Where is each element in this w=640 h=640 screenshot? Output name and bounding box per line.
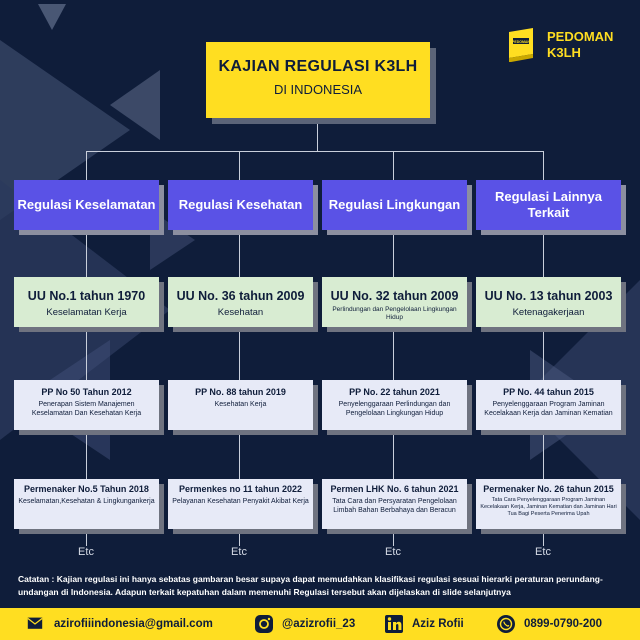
- brand-line-1: PEDOMAN: [547, 29, 614, 44]
- law-box-kesehatan: [168, 277, 313, 327]
- book-label: PEDOMAN: [512, 40, 530, 44]
- category-box-keselamatan: Regulasi Keselamatan: [14, 180, 159, 230]
- permen-title: Permenaker No.5 Tahun 2018: [24, 484, 149, 494]
- pp-subtitle: Penyelenggaraan Program Jaminan Kecelakaan Kerja dan Jaminan Kematian: [484, 401, 613, 417]
- law-box-keselamatan: [14, 277, 159, 327]
- instagram-text: @azizrofii_23: [282, 618, 356, 630]
- email-icon: [24, 616, 46, 632]
- whatsapp-icon: [496, 614, 516, 634]
- law-box-lingkungan: [322, 277, 467, 327]
- brand-logo: [505, 26, 635, 66]
- pp-box-lainnya: [476, 380, 621, 430]
- linkedin-text: Aziz Rofii: [412, 618, 464, 630]
- law-title: UU No.1 tahun 1970: [27, 289, 146, 303]
- instagram-icon: [254, 614, 274, 634]
- law-box-lainnya: [476, 277, 621, 327]
- email-contact[interactable]: [24, 608, 213, 640]
- instagram-contact[interactable]: [254, 608, 355, 640]
- etc-label: Etc: [385, 546, 401, 558]
- law-subtitle: Perlindungan dan Pengelolaan Lingkungan Hidup: [332, 306, 457, 321]
- category-box-lingkungan: Regulasi Lingkungan: [322, 180, 467, 230]
- permen-subtitle: Pelayanan Kesehatan Penyakit Akibat Kerja: [172, 498, 309, 505]
- law-subtitle: Kesehatan: [217, 307, 264, 318]
- email-text: azirofiiindonesia@gmail.com: [54, 618, 213, 630]
- permen-box-kesehatan: [168, 479, 313, 529]
- brand-name: [547, 29, 613, 61]
- pp-box-keselamatan: [14, 380, 159, 430]
- permen-subtitle: Keselamatan,Kesehatan & Lingkungankerja: [18, 498, 155, 505]
- law-title: UU No. 13 tahun 2003: [484, 289, 613, 303]
- etc-label: Etc: [535, 546, 551, 558]
- etc-label: Etc: [78, 546, 94, 558]
- connector-horizontal: [86, 151, 543, 152]
- pp-subtitle: Penyelenggaraan Perlindungan dan Pengelolaan Lingkungan Hidup: [338, 401, 451, 417]
- permen-subtitle: Tata Cara dan Persyaratan Pengelolaan Limbah Bahan Berbahaya dan Beracun: [332, 498, 457, 514]
- decor-triangle: [38, 4, 66, 30]
- law-subtitle: Keselamatan Kerja: [46, 307, 127, 318]
- whatsapp-text: 0899-0790-200: [524, 618, 603, 630]
- connector-title-down: [317, 118, 318, 151]
- pp-title: PP No 50 Tahun 2012: [41, 387, 132, 397]
- page-subtitle: DI INDONESIA: [273, 82, 363, 97]
- permen-title: Permenkes no 11 tahun 2022: [178, 484, 303, 494]
- pp-title: PP No. 22 tahun 2021: [349, 387, 440, 397]
- pp-title: PP No. 44 tahun 2015: [503, 387, 594, 397]
- title-box: [206, 42, 430, 118]
- law-title: UU No. 32 tahun 2009: [330, 289, 459, 303]
- page-title: KAJIAN REGULASI K3LH: [218, 58, 418, 75]
- whatsapp-contact[interactable]: [496, 608, 602, 640]
- footnote: Catatan : Kajian regulasi ini hanya sebatas gambaran besar supaya dapat memudahkan klasifikasi regulasi sesuai hierarki peraturan perundang-undangan di Indonesia. Adapun terkait kepatuhan dalam memenuhi Regulasi tersebut akan dijelaskan di slide selanjutnya: [18, 574, 603, 597]
- permen-title: Permenaker No. 26 tahun 2015: [483, 484, 614, 494]
- pp-box-kesehatan: [168, 380, 313, 430]
- decor-triangle: [110, 70, 160, 140]
- category-box-kesehatan: Regulasi Kesehatan: [168, 180, 313, 230]
- permen-box-lainnya: [476, 479, 621, 529]
- permen-box-lingkungan: [322, 479, 467, 529]
- brand-line-2: K3LH: [547, 45, 581, 60]
- pp-subtitle: Penerapan Sistem Manajemen Keselamatan Dan Kesehatan Kerja: [31, 401, 142, 417]
- pp-subtitle: Kesehatan Kerja: [214, 401, 267, 408]
- law-subtitle: Ketenagakerjaan: [512, 307, 585, 318]
- law-title: UU No. 36 tahun 2009: [176, 289, 305, 303]
- pp-box-lingkungan: [322, 380, 467, 430]
- permen-subtitle: Tata Cara Penyelenggaraan Program Jaminan Kecelakaan Kerja, Jaminan Kematian dan Jaminan Hari Tua Bagi Peserta Penerima Upah: [480, 497, 617, 517]
- pp-title: PP No. 88 tahun 2019: [195, 387, 286, 397]
- linkedin-icon: [384, 614, 404, 634]
- permen-title: Permen LHK No. 6 tahun 2021: [330, 484, 459, 494]
- linkedin-contact[interactable]: [384, 608, 464, 640]
- permen-box-keselamatan: [14, 479, 159, 529]
- etc-label: Etc: [231, 546, 247, 558]
- contact-footer: [0, 608, 640, 640]
- category-box-lainnya: Regulasi Lainnya Terkait: [476, 180, 621, 230]
- book-icon: [505, 28, 537, 62]
